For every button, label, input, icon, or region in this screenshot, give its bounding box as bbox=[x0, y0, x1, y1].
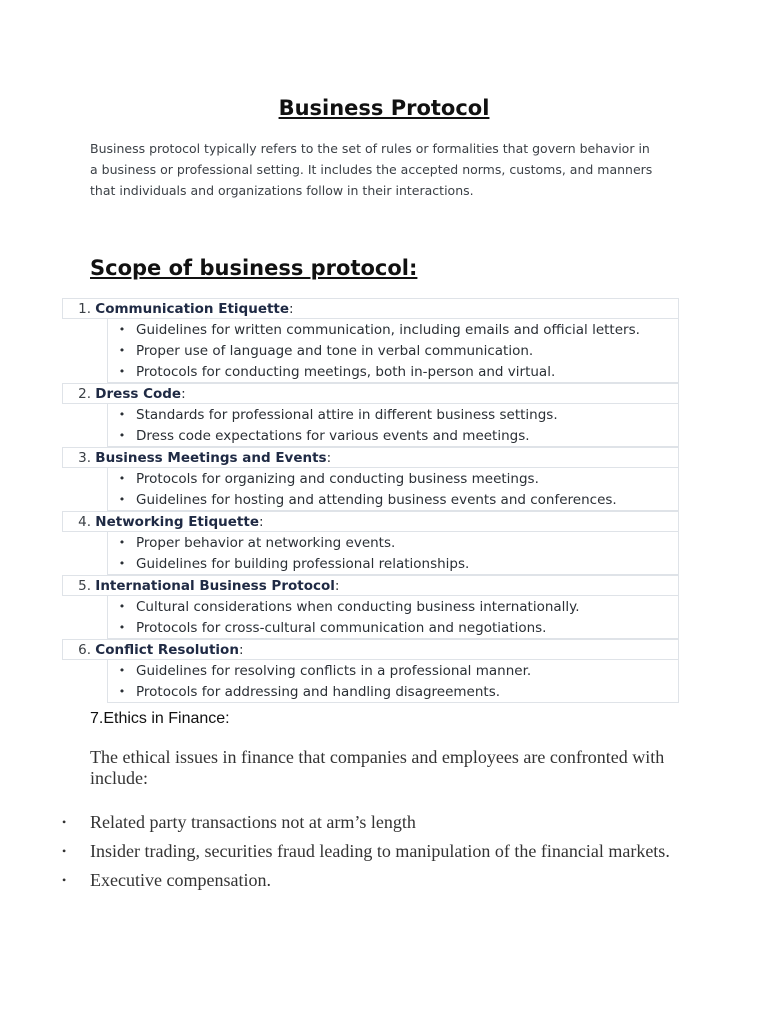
section-items bbox=[107, 404, 679, 447]
list-item bbox=[108, 617, 678, 638]
scope-list bbox=[62, 298, 679, 703]
bullet-icon: • bbox=[118, 600, 126, 613]
bullet-icon: • bbox=[118, 685, 126, 698]
section-label: Conflict Resolution bbox=[95, 641, 239, 658]
ethics-item-text: Executive compensation. bbox=[90, 870, 271, 890]
bullet-icon: • bbox=[118, 621, 126, 634]
list-item bbox=[108, 361, 678, 382]
bullet-icon: • bbox=[118, 408, 126, 421]
bullet-icon: • bbox=[118, 536, 126, 549]
section-label-colon: : bbox=[334, 577, 340, 594]
section-header bbox=[62, 575, 679, 596]
section-label: Networking Etiquette bbox=[95, 513, 259, 530]
list-item bbox=[108, 681, 678, 702]
ethics-list bbox=[62, 812, 682, 899]
scope-section bbox=[62, 298, 679, 383]
section-items bbox=[107, 660, 679, 703]
list-item bbox=[108, 553, 678, 574]
scope-heading: Scope of business protocol: bbox=[90, 256, 418, 280]
list-item-text: Protocols for organizing and conducting business meetings. bbox=[136, 470, 539, 487]
ethics-heading: 7.Ethics in Finance: bbox=[90, 710, 230, 727]
section-label: International Business Protocol bbox=[95, 577, 335, 594]
section-label: Business Meetings and Events bbox=[95, 449, 327, 466]
page-title: Business Protocol bbox=[278, 96, 490, 120]
ethics-item-text: Related party transactions not at arm’s length bbox=[90, 812, 416, 832]
scope-section bbox=[62, 575, 679, 639]
section-header bbox=[62, 511, 679, 532]
list-item bbox=[108, 404, 678, 425]
bullet-icon: • bbox=[62, 815, 67, 829]
intro-paragraph: Business protocol typically refers to the set of rules or formalities that govern behavior in a business or professional setting. It includes the accepted norms, customs, and manners that individuals and organizations follow in their interactions. bbox=[90, 141, 653, 198]
list-item-text: Protocols for addressing and handling disagreements. bbox=[136, 683, 501, 700]
list-item-text: Guidelines for resolving conflicts in a professional manner. bbox=[136, 662, 532, 679]
list-item-text: Proper behavior at networking events. bbox=[136, 534, 396, 551]
section-header bbox=[62, 639, 679, 660]
section-number: 5. bbox=[78, 577, 91, 594]
list-item-text: Guidelines for building professional relationships. bbox=[136, 555, 470, 572]
section-label-colon: : bbox=[326, 449, 332, 466]
list-item bbox=[108, 596, 678, 617]
list-item-text: Protocols for conducting meetings, both in-person and virtual. bbox=[136, 363, 556, 380]
scope-section bbox=[62, 639, 679, 703]
ethics-list-item bbox=[62, 841, 682, 861]
ethics-item-text: Insider trading, securities fraud leading to manipulation of the financial markets. bbox=[90, 841, 670, 861]
ethics-list-item bbox=[62, 870, 682, 890]
list-item-text: Protocols for cross-cultural communication and negotiations. bbox=[136, 619, 547, 636]
section-number: 2. bbox=[78, 385, 91, 402]
section-items bbox=[107, 532, 679, 575]
list-item-text: Guidelines for hosting and attending business events and conferences. bbox=[136, 491, 617, 508]
section-label: Dress Code bbox=[95, 385, 182, 402]
list-item bbox=[108, 340, 678, 361]
bullet-icon: • bbox=[118, 323, 126, 336]
bullet-icon: • bbox=[118, 429, 126, 442]
bullet-icon: • bbox=[118, 344, 126, 357]
section-header bbox=[62, 383, 679, 404]
section-items bbox=[107, 319, 679, 383]
section-number: 3. bbox=[78, 449, 91, 466]
list-item bbox=[108, 660, 678, 681]
section-label-colon: : bbox=[181, 385, 186, 402]
list-item-text: Dress code expectations for various events and meetings. bbox=[136, 427, 530, 444]
bullet-icon: • bbox=[118, 493, 126, 506]
section-number: 6. bbox=[78, 641, 91, 658]
bullet-icon: • bbox=[62, 873, 67, 887]
section-number: 1. bbox=[78, 300, 91, 317]
section-header bbox=[62, 298, 679, 319]
ethics-paragraph: The ethical issues in finance that companies and employees are confronted with include: bbox=[90, 747, 665, 788]
scope-section bbox=[62, 447, 679, 511]
list-item-text: Cultural considerations when conducting business internationally. bbox=[136, 598, 580, 615]
section-header bbox=[62, 447, 679, 468]
list-item bbox=[108, 489, 678, 510]
list-item bbox=[108, 468, 678, 489]
ethics-list-item bbox=[62, 812, 682, 832]
section-number: 4. bbox=[78, 513, 91, 530]
section-label-colon: : bbox=[289, 300, 294, 317]
section-label: Communication Etiquette bbox=[95, 300, 290, 317]
list-item-text: Proper use of language and tone in verbal communication. bbox=[136, 342, 534, 359]
list-item-text: Guidelines for written communication, including emails and official letters. bbox=[136, 321, 640, 338]
bullet-icon: • bbox=[118, 365, 126, 378]
bullet-icon: • bbox=[118, 557, 126, 570]
section-items bbox=[107, 596, 679, 639]
bullet-icon: • bbox=[62, 844, 67, 858]
section-label-colon: : bbox=[238, 641, 244, 658]
bullet-icon: • bbox=[118, 664, 126, 677]
section-items bbox=[107, 468, 679, 511]
list-item bbox=[108, 532, 678, 553]
list-item-text: Standards for professional attire in different business settings. bbox=[136, 406, 558, 423]
scope-section bbox=[62, 511, 679, 575]
bullet-icon: • bbox=[118, 472, 126, 485]
list-item bbox=[108, 319, 678, 340]
scope-section bbox=[62, 383, 679, 447]
list-item bbox=[108, 425, 678, 446]
section-label-colon: : bbox=[258, 513, 264, 530]
